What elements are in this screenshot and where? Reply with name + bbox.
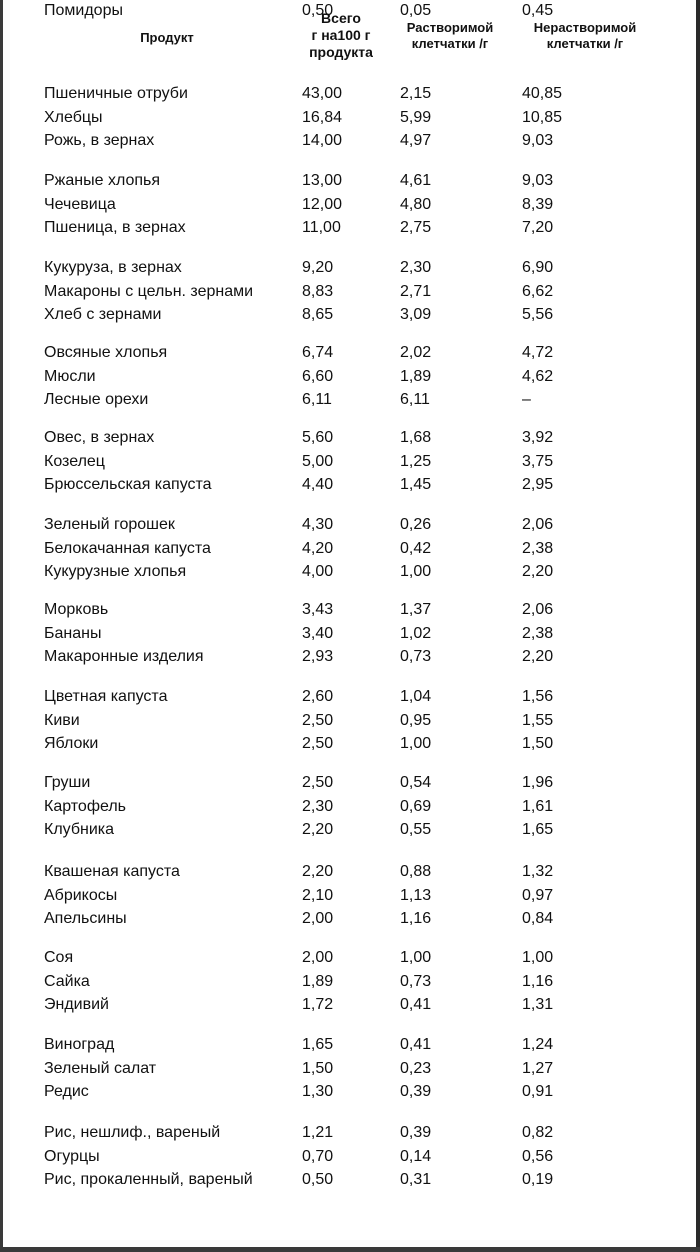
soluble-fiber-value: 1,02 — [400, 624, 432, 642]
insoluble-fiber-value: 3,92 — [522, 429, 554, 446]
total-fiber-value: 1,89 — [302, 972, 334, 990]
insoluble-fiber-value: 7,20 — [522, 219, 554, 236]
soluble-fiber-value: 3,09 — [400, 306, 432, 323]
product-name: Киви — [44, 711, 80, 729]
insoluble-fiber-value: 0,45 — [522, 2, 554, 19]
total-fiber-value: 2,50 — [302, 711, 334, 729]
total-fiber-value: 5,00 — [302, 452, 334, 470]
total-fiber-value: 1,65 — [302, 1036, 334, 1053]
total-fiber-value: 2,50 — [302, 774, 334, 791]
total-fiber-value: 2,93 — [302, 648, 334, 665]
total-fiber-value: 0,50 — [302, 2, 334, 19]
soluble-fiber-value: 0,41 — [400, 996, 432, 1013]
product-name: Эндивий — [44, 996, 109, 1013]
insoluble-fiber-value: 1,24 — [522, 1036, 554, 1053]
total-fiber-value: 43,00 — [302, 85, 343, 102]
product-name: Хлеб с зернами — [44, 306, 162, 323]
table-row — [0, 217, 700, 239]
total-fiber-value: 4,40 — [302, 476, 334, 493]
product-name: Мюсли — [44, 367, 96, 385]
product-name: Соя — [44, 949, 74, 966]
soluble-fiber-value: 1,00 — [400, 949, 432, 966]
soluble-fiber-value: 0,88 — [400, 863, 432, 880]
soluble-fiber-value: 0,42 — [400, 539, 432, 557]
table-row — [0, 994, 700, 1016]
total-fiber-value: 6,11 — [302, 391, 332, 408]
total-fiber-value: 1,30 — [302, 1083, 334, 1100]
soluble-fiber-value: 0,69 — [400, 797, 432, 815]
total-fiber-value: 2,50 — [302, 735, 334, 752]
table-row — [0, 1058, 700, 1080]
total-fiber-value: 2,20 — [302, 821, 334, 838]
table-row — [0, 686, 700, 708]
soluble-fiber-value: 0,14 — [400, 1147, 432, 1165]
soluble-fiber-value: 4,61 — [400, 172, 432, 189]
product-name: Зеленый салат — [44, 1059, 157, 1077]
product-name: Козелец — [44, 452, 105, 470]
product-name: Овес, в зернах — [44, 429, 155, 446]
product-name: Овсяные хлопья — [44, 344, 168, 361]
product-name: Пшеница, в зернах — [44, 219, 186, 236]
table-row — [0, 281, 700, 303]
product-name: Апельсины — [44, 910, 127, 927]
table-row — [0, 1034, 700, 1056]
product-name: Макароны с цельн. зернами — [44, 282, 254, 300]
soluble-fiber-value: 1,16 — [400, 910, 432, 927]
product-name: Груши — [44, 774, 91, 791]
insoluble-fiber-value: 9,03 — [522, 132, 554, 149]
insoluble-fiber-value: 4,72 — [522, 344, 554, 361]
soluble-fiber-value: 4,80 — [400, 195, 432, 213]
table-row — [0, 733, 700, 755]
table-row — [0, 514, 700, 536]
total-fiber-value: 2,30 — [302, 797, 334, 815]
table-row — [0, 538, 700, 560]
insoluble-fiber-value: 2,06 — [522, 516, 554, 533]
soluble-fiber-value: 6,11 — [400, 391, 430, 408]
table-row — [0, 170, 700, 192]
soluble-fiber-value: 0,73 — [400, 972, 432, 990]
total-fiber-value: 1,50 — [302, 1059, 334, 1077]
product-name: Пшеничные отруби — [44, 85, 188, 102]
product-name: Клубника — [44, 821, 115, 838]
total-fiber-value: 2,00 — [302, 949, 334, 966]
insoluble-fiber-value: 5,56 — [522, 306, 554, 323]
header-product — [112, 30, 222, 46]
insoluble-fiber-value: 1,31 — [522, 996, 554, 1013]
table-row — [0, 107, 700, 129]
soluble-fiber-value: 2,30 — [400, 259, 432, 276]
soluble-fiber-value: 1,68 — [400, 429, 432, 446]
table-row — [0, 947, 700, 969]
soluble-fiber-value: 1,00 — [400, 735, 432, 752]
soluble-fiber-value: 1,89 — [400, 367, 432, 385]
soluble-fiber-value: 0,05 — [400, 2, 432, 19]
soluble-fiber-value: 2,02 — [400, 344, 432, 361]
header-total-line-3: продукта — [309, 44, 373, 60]
table-row — [0, 1081, 700, 1103]
header-soluble — [390, 20, 510, 52]
soluble-fiber-value: 1,13 — [400, 886, 432, 904]
table-row — [0, 561, 700, 583]
soluble-fiber-value: 0,95 — [400, 711, 432, 729]
table-row — [0, 0, 700, 22]
product-name: Рожь, в зернах — [44, 132, 155, 149]
table-row — [0, 366, 700, 388]
insoluble-fiber-value: 1,32 — [522, 863, 554, 880]
product-name: Огурцы — [44, 1147, 100, 1165]
insoluble-fiber-value: 1,56 — [522, 688, 554, 705]
product-name: Чечевица — [44, 195, 116, 213]
table-row — [0, 194, 700, 216]
product-name: Цветная капуста — [44, 688, 168, 705]
header-insoluble — [514, 20, 656, 52]
table-row — [0, 474, 700, 496]
header-soluble-line-2: клетчатки /г — [411, 36, 489, 51]
product-name: Виноград — [44, 1036, 115, 1053]
insoluble-fiber-value: 1,96 — [522, 774, 554, 791]
table-row — [0, 772, 700, 794]
soluble-fiber-value: 1,00 — [400, 563, 432, 580]
product-name: Бананы — [44, 624, 102, 642]
insoluble-fiber-value: 6,90 — [522, 259, 554, 276]
product-name: Редис — [44, 1083, 89, 1100]
soluble-fiber-value: 2,71 — [400, 282, 432, 300]
table-row — [0, 83, 700, 105]
total-fiber-value: 14,00 — [302, 132, 343, 149]
total-fiber-value: 5,60 — [302, 429, 334, 446]
table-row — [0, 451, 700, 473]
product-name: Ржаные хлопья — [44, 172, 161, 189]
soluble-fiber-value: 1,45 — [400, 476, 432, 493]
insoluble-fiber-value: 4,62 — [522, 367, 554, 385]
product-name: Помидоры — [44, 2, 123, 19]
header-total-line-1: Всего — [321, 10, 361, 26]
total-fiber-value: 2,00 — [302, 910, 334, 927]
soluble-fiber-value: 0,31 — [400, 1171, 432, 1188]
insoluble-fiber-value: 2,06 — [522, 601, 554, 618]
insoluble-fiber-value: 0,91 — [522, 1083, 554, 1100]
total-fiber-value: 9,20 — [302, 259, 334, 276]
product-name: Морковь — [44, 601, 109, 618]
product-name: Хлебцы — [44, 108, 103, 126]
soluble-fiber-value: 5,99 — [400, 108, 432, 126]
insoluble-fiber-value: 0,82 — [522, 1124, 554, 1141]
total-fiber-value: 2,60 — [302, 688, 334, 705]
insoluble-fiber-value: 6,62 — [522, 282, 554, 300]
insoluble-fiber-value: – — [522, 391, 531, 408]
insoluble-fiber-value: 2,38 — [522, 539, 554, 557]
table-row — [0, 861, 700, 883]
header-total-line-2: г на100 г — [311, 27, 371, 43]
table-row — [0, 304, 700, 326]
table-row — [0, 130, 700, 152]
total-fiber-value: 1,72 — [302, 996, 334, 1013]
table-row — [0, 971, 700, 993]
total-fiber-value: 8,65 — [302, 306, 334, 323]
product-name: Абрикосы — [44, 886, 118, 904]
table-row — [0, 819, 700, 841]
insoluble-fiber-value: 1,00 — [522, 949, 554, 966]
header-product-label: Продукт — [140, 30, 194, 45]
insoluble-fiber-value: 0,56 — [522, 1147, 554, 1165]
soluble-fiber-value: 2,15 — [400, 85, 432, 102]
product-name: Кукуруза, в зернах — [44, 259, 182, 276]
soluble-fiber-value: 0,41 — [400, 1036, 432, 1053]
total-fiber-value: 16,84 — [302, 108, 343, 126]
soluble-fiber-value: 2,75 — [400, 219, 432, 236]
total-fiber-value: 3,43 — [302, 601, 334, 618]
soluble-fiber-value: 0,26 — [400, 516, 432, 533]
insoluble-fiber-value: 1,27 — [522, 1059, 554, 1077]
table-row — [0, 623, 700, 645]
product-name: Лесные орехи — [44, 391, 149, 408]
total-fiber-value: 3,40 — [302, 624, 334, 642]
header-soluble-line-1: Растворимой — [406, 20, 494, 35]
insoluble-fiber-value: 2,20 — [522, 648, 554, 665]
insoluble-fiber-value: 40,85 — [522, 85, 563, 102]
soluble-fiber-value: 4,97 — [400, 132, 432, 149]
total-fiber-value: 12,00 — [302, 195, 343, 213]
table-row — [0, 908, 700, 930]
soluble-fiber-value: 1,25 — [400, 452, 432, 470]
product-name: Кукурузные хлопья — [44, 563, 187, 580]
table-row — [0, 257, 700, 279]
product-name: Зеленый горошек — [44, 516, 175, 533]
total-fiber-value: 4,20 — [302, 539, 334, 557]
insoluble-fiber-value: 1,16 — [522, 972, 554, 990]
product-name: Белокачанная капуста — [44, 539, 211, 557]
total-fiber-value: 4,00 — [302, 563, 334, 580]
soluble-fiber-value: 1,37 — [400, 601, 432, 618]
insoluble-fiber-value: 8,39 — [522, 195, 554, 213]
table-row — [0, 342, 700, 364]
soluble-fiber-value: 0,39 — [400, 1124, 432, 1141]
insoluble-fiber-value: 1,55 — [522, 711, 554, 729]
insoluble-fiber-value: 10,85 — [522, 108, 563, 126]
table-row — [0, 1169, 700, 1191]
total-fiber-value: 6,60 — [302, 367, 334, 385]
insoluble-fiber-value: 0,97 — [522, 886, 554, 904]
header-insoluble-line-2: клетчатки /г — [546, 36, 624, 51]
total-fiber-value: 6,74 — [302, 344, 334, 361]
insoluble-fiber-value: 0,19 — [522, 1171, 554, 1188]
product-name: Рис, нешлиф., вареный — [44, 1124, 221, 1141]
insoluble-fiber-value: 1,65 — [522, 821, 554, 838]
total-fiber-value: 8,83 — [302, 282, 334, 300]
bottom-border — [0, 1247, 700, 1252]
total-fiber-value: 11,00 — [302, 219, 341, 236]
total-fiber-value: 13,00 — [302, 172, 343, 189]
soluble-fiber-value: 0,23 — [400, 1059, 432, 1077]
total-fiber-value: 2,10 — [302, 886, 334, 904]
total-fiber-value: 2,20 — [302, 863, 334, 880]
product-name: Квашеная капуста — [44, 863, 180, 880]
insoluble-fiber-value: 2,20 — [522, 563, 554, 580]
product-name: Яблоки — [44, 735, 99, 752]
soluble-fiber-value: 1,04 — [400, 688, 432, 705]
insoluble-fiber-value: 2,95 — [522, 476, 554, 493]
insoluble-fiber-value: 1,61 — [522, 797, 554, 815]
total-fiber-value: 0,70 — [302, 1147, 334, 1165]
soluble-fiber-value: 0,54 — [400, 774, 432, 791]
total-fiber-value: 4,30 — [302, 516, 334, 533]
product-name: Рис, прокаленный, вареный — [44, 1171, 253, 1188]
table-row — [0, 1146, 700, 1168]
table-row — [0, 710, 700, 732]
product-name: Брюссельская капуста — [44, 476, 212, 493]
insoluble-fiber-value: 3,75 — [522, 452, 554, 470]
soluble-fiber-value: 0,73 — [400, 648, 432, 665]
product-name: Сайка — [44, 972, 90, 990]
table-row — [0, 427, 700, 449]
table-row — [0, 796, 700, 818]
table-row — [0, 646, 700, 668]
product-name: Картофель — [44, 797, 127, 815]
soluble-fiber-value: 0,39 — [400, 1083, 432, 1100]
table-row — [0, 599, 700, 621]
total-fiber-value: 1,21 — [302, 1124, 334, 1141]
table-row — [0, 1122, 700, 1144]
insoluble-fiber-value: 2,38 — [522, 624, 554, 642]
insoluble-fiber-value: 0,84 — [522, 910, 554, 927]
insoluble-fiber-value: 9,03 — [522, 172, 554, 189]
product-name: Макаронные изделия — [44, 648, 204, 665]
table-row — [0, 885, 700, 907]
total-fiber-value: 0,50 — [302, 1171, 334, 1188]
header-insoluble-line-1: Нерастворимой — [533, 20, 637, 35]
soluble-fiber-value: 0,55 — [400, 821, 432, 838]
table-row — [0, 389, 700, 411]
insoluble-fiber-value: 1,50 — [522, 735, 554, 752]
